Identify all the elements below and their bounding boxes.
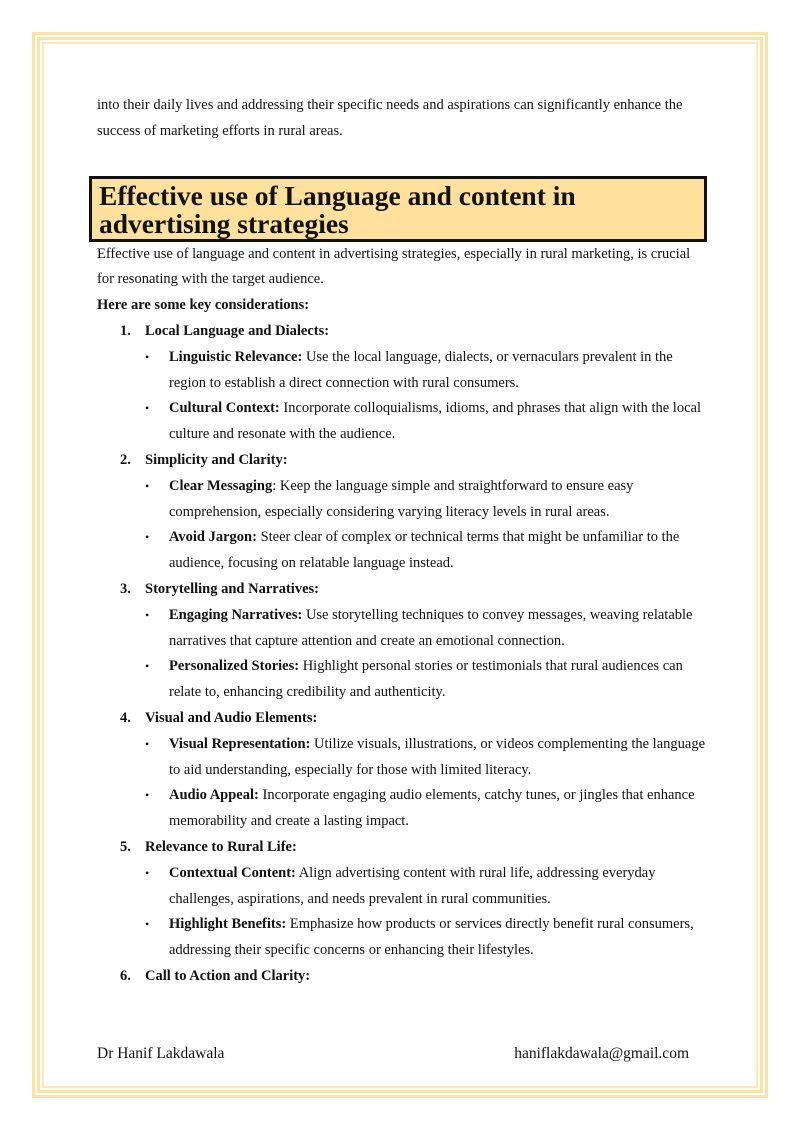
sub-point-text: : Keep the language simple and straightforward to ensure easy comprehension, especially considering varying literacy levels in rural areas.	[169, 477, 634, 520]
item-number: 1.	[120, 322, 131, 339]
sub-point-label: Avoid Jargon:	[169, 529, 257, 546]
sub-point	[145, 783, 707, 835]
sub-point-label: Highlight Benefits:	[169, 916, 287, 933]
consideration-item	[97, 448, 707, 577]
sub-point-label: Linguistic Relevance:	[169, 348, 303, 365]
intro-paragraph: into their daily lives and addressing their specific needs and aspirations can significantly enhance the success of marketing efforts in rural areas.	[97, 97, 683, 139]
sub-point	[145, 474, 707, 526]
item-number: 6.	[120, 967, 131, 984]
bullet-icon: •	[145, 659, 150, 674]
sub-point-text: Steer clear of complex or technical terms that might be unfamiliar to the audience, focusing on relatable language instead.	[169, 529, 680, 572]
section-heading: Effective use of Language and content in advertising strategies	[99, 179, 576, 239]
consideration-item	[97, 835, 707, 964]
item-title: Relevance to Rural Life:	[145, 838, 297, 855]
consideration-item	[97, 577, 707, 706]
sub-point-label: Clear Messaging	[169, 477, 273, 494]
sub-point-text: Incorporate colloquialisms, idioms, and phrases that align with the local culture and resonate with the audience.	[169, 400, 701, 443]
sub-point-label: Audio Appeal:	[169, 787, 259, 804]
sub-point-list	[145, 603, 707, 706]
bullet-icon: •	[145, 865, 150, 880]
sub-point-list	[145, 474, 707, 577]
sub-point	[145, 525, 707, 577]
footer-author: Dr Hanif Lakdawala	[97, 1045, 225, 1062]
bullet-icon: •	[145, 478, 150, 493]
item-number: 3.	[120, 580, 131, 597]
sub-point	[145, 396, 707, 448]
sub-point-text: Highlight personal stories or testimonials that rural audiences can relate to, enhancing credibility and authenticity.	[169, 658, 683, 701]
sub-point-list	[145, 861, 707, 964]
sub-point-label: Contextual Content:	[169, 864, 296, 881]
item-title: Visual and Audio Elements:	[145, 709, 318, 726]
sub-point	[145, 732, 707, 784]
sub-point-text: Incorporate engaging audio elements, catchy tunes, or jingles that enhance memorability and create a lasting impact.	[169, 787, 695, 830]
lead-paragraph: Effective use of language and content in advertising strategies, especially in rural marketing, is crucial for resonating with the target audience.	[97, 245, 691, 288]
sub-point-text: Align advertising content with rural life, addressing everyday challenges, aspirations, and needs prevalent in rural communities.	[169, 864, 656, 907]
footer-email: haniflakdawala@gmail.com	[514, 1045, 689, 1062]
sub-point-list	[145, 345, 707, 448]
consideration-item	[97, 706, 707, 835]
bullet-icon: •	[145, 401, 150, 416]
sub-point-text: Use storytelling techniques to convey messages, weaving relatable narratives that capture attention and create an emotional connection.	[169, 606, 693, 649]
sub-point	[145, 603, 707, 655]
sub-point	[145, 654, 707, 706]
item-title: Local Language and Dialects:	[145, 322, 330, 339]
sub-point-label: Personalized Stories:	[169, 658, 300, 675]
sub-point-label: Cultural Context:	[169, 400, 280, 417]
sub-point	[145, 345, 707, 397]
page-footer	[97, 1045, 689, 1063]
item-number: 5.	[120, 838, 131, 855]
key-considerations-label: Here are some key considerations:	[97, 297, 310, 314]
sub-point	[145, 861, 707, 913]
consideration-item	[97, 964, 707, 990]
sub-point-text: Utilize visuals, illustrations, or videos complementing the language to aid understanding, especially for those with limited literacy.	[169, 735, 706, 778]
item-title: Storytelling and Narratives:	[145, 580, 319, 597]
page-content	[97, 93, 707, 990]
bullet-icon: •	[145, 349, 150, 364]
bullet-icon: •	[145, 607, 150, 622]
sub-point-label: Engaging Narratives:	[169, 606, 303, 623]
item-number: 2.	[120, 451, 131, 468]
considerations-list	[97, 319, 707, 990]
sub-point-list	[145, 732, 707, 835]
bullet-icon: •	[145, 917, 150, 932]
bullet-icon: •	[145, 788, 150, 803]
sub-point-label: Visual Representation:	[169, 735, 311, 752]
sub-point-text: Emphasize how products or services directly benefit rural consumers, addressing their specific concerns or enhancing their lifestyles.	[169, 916, 694, 959]
item-title: Simplicity and Clarity:	[145, 451, 288, 468]
item-title: Call to Action and Clarity:	[145, 967, 311, 984]
section-heading-box	[89, 176, 707, 242]
bullet-icon: •	[145, 530, 150, 545]
sub-point	[145, 912, 707, 964]
item-number: 4.	[120, 709, 131, 726]
bullet-icon: •	[145, 736, 150, 751]
sub-point-text: Use the local language, dialects, or vernaculars prevalent in the region to establish a direct connection with rural consumers.	[169, 348, 673, 391]
consideration-item	[97, 319, 707, 448]
